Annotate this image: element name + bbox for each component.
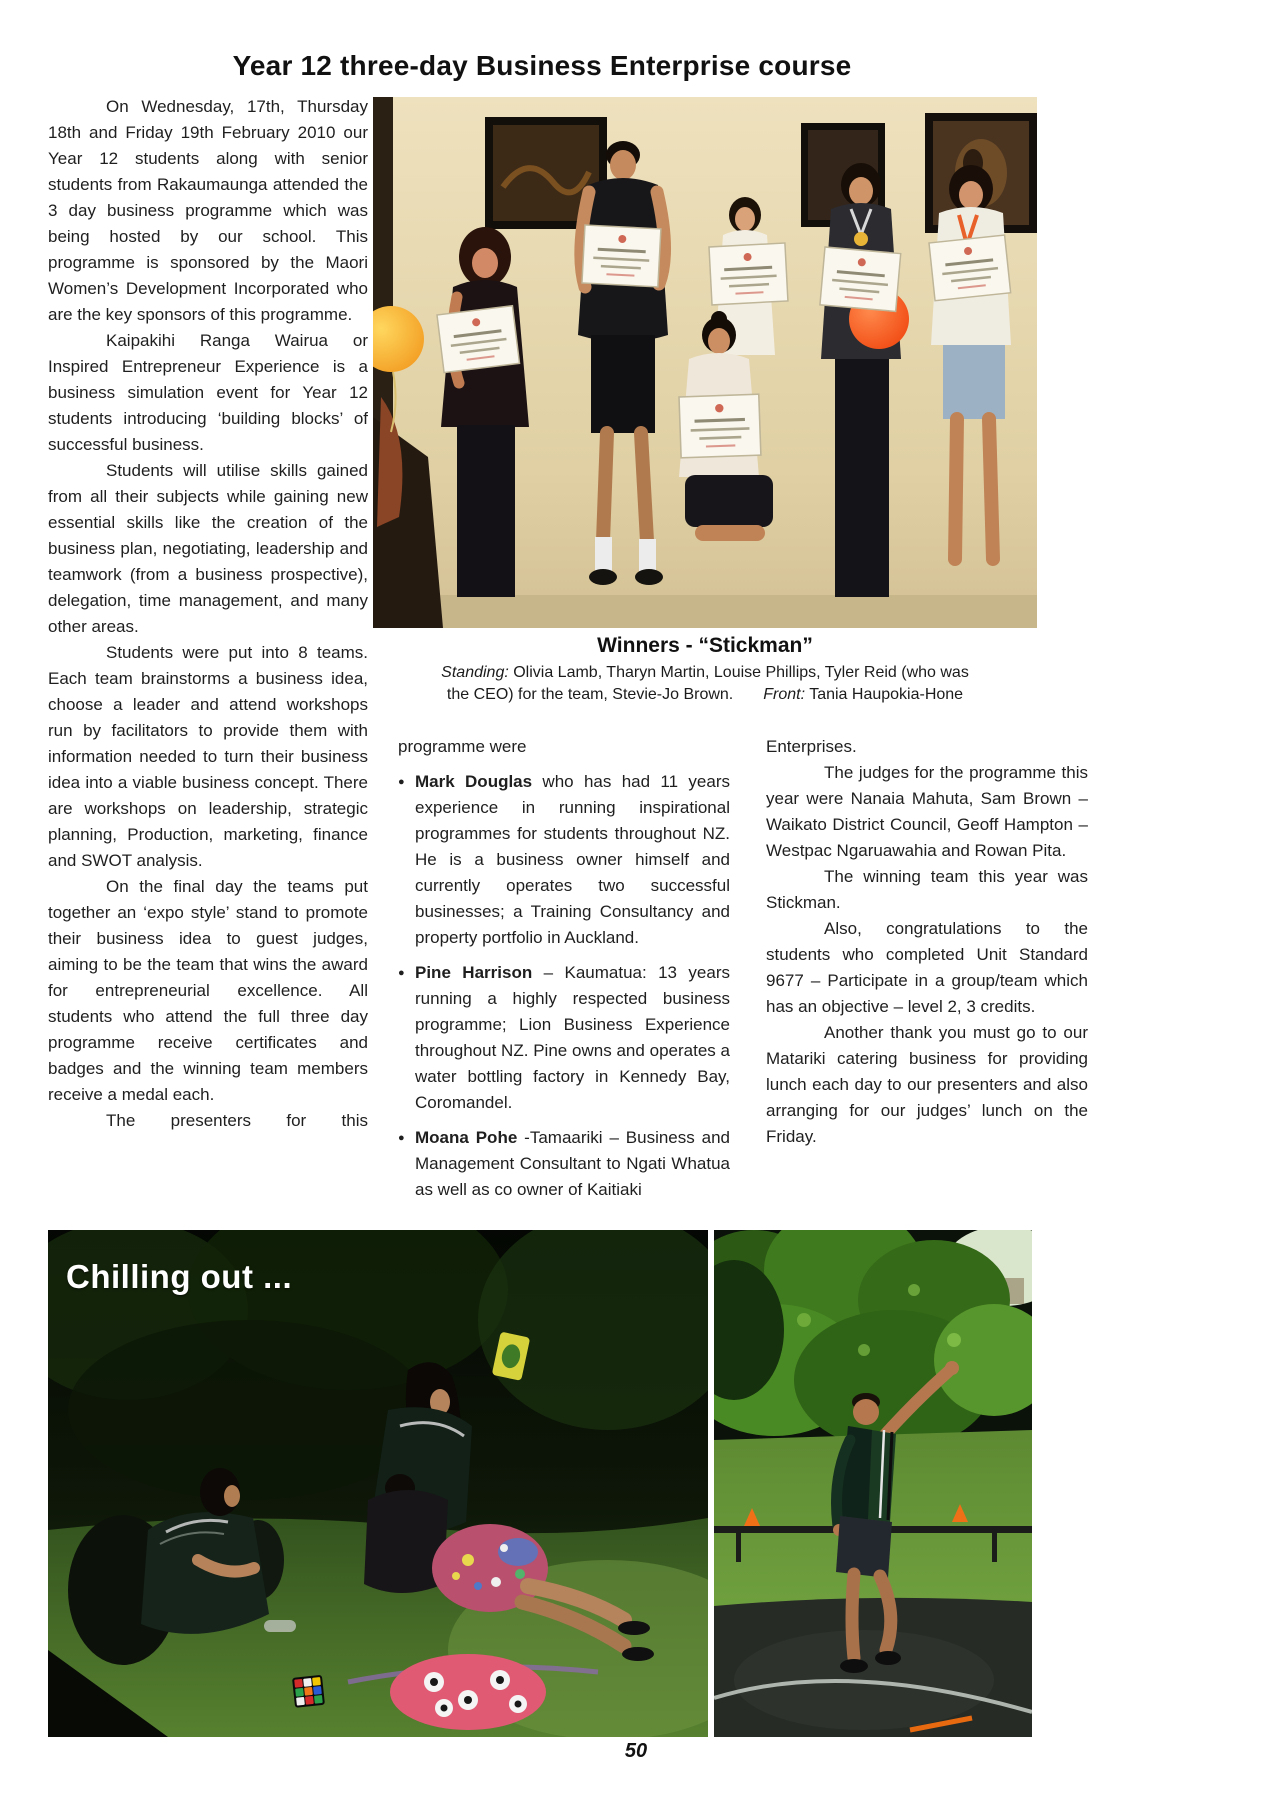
chilling-out-headline: Chilling out ... <box>66 1258 293 1295</box>
presenter-name: Pine Harrison <box>415 963 533 982</box>
paragraph: Enterprises. <box>766 737 857 756</box>
bullet-icon: ● <box>398 776 405 788</box>
page-number: 50 <box>624 1740 648 1762</box>
paragraph: Also, congratulations to the students who completed Unit Standard 9677 – Participate in a group/team which has an objective – level 2, 3 credits. <box>766 919 1088 1016</box>
presenter-bio: who has had 11 years experience in running inspirational programmes for students throughout NZ. He is a business owner himself and currently operates two successful businesses; a Training Consultancy and property portfolio in Auckland. <box>415 772 730 947</box>
caption-title: Winners - “Stickman” <box>597 634 813 657</box>
list-item <box>398 960 730 1116</box>
paragraph: The winning team this year was Stickman. <box>766 867 1088 912</box>
photo-caption <box>373 634 1037 706</box>
front-name: Tania Haupokia-Hone <box>805 686 964 703</box>
caption-line-1 <box>373 662 1037 684</box>
paragraph: The presenters for this <box>106 1111 368 1130</box>
bullet-icon: ● <box>398 967 405 979</box>
chilling-photo-left <box>48 1230 708 1737</box>
right-column <box>766 734 1088 1150</box>
paragraph: Students were put into 8 teams. Each team brainstorms a business idea, choose a leader and attend workshops run by facilitators to provide them with information needed to turn their business idea into a viable business concept. There are workshops on leadership, strategic planning, Production, marketing, finance and SWOT analysis. <box>48 643 368 870</box>
standing-label: Standing: <box>441 664 509 681</box>
paragraph: On the final day the teams put together an ‘expo style’ stand to promote their business idea to guest judges, aiming to be the team that wins the award for entrepreneurial excellence. All students who attend the full three day programme receive certificates and badges and the winning team members receive a medal each. <box>48 877 368 1104</box>
presenter-bio: – Kaumatua: 13 years running a highly respected business programme; Lion Business Experience throughout NZ. Pine owns and operates a water bottling factory in Kennedy Bay, Coromandel. <box>415 963 730 1112</box>
middle-column <box>398 734 730 1203</box>
winners-photo <box>373 97 1037 628</box>
front-label: Front: <box>763 686 806 703</box>
caption-line-2 <box>373 684 1037 706</box>
list-item <box>398 769 730 951</box>
paragraph: programme were <box>398 737 527 756</box>
chilling-photo-right <box>714 1230 1032 1737</box>
presenter-name: Moana Pohe <box>415 1128 518 1147</box>
page-title: Year 12 three-day Business Enterprise course <box>232 50 852 81</box>
paragraph: The judges for the programme this year were Nanaia Mahuta, Sam Brown – Waikato District Council, Geoff Hampton – Westpac Ngaruawahia and Rowan Pita. <box>766 763 1088 860</box>
ceo-text: the CEO) for the team, Stevie-Jo Brown. <box>446 686 734 703</box>
paragraph: Another thank you must go to our Matariki catering business for providing lunch each day to our presenters and also arranging for our judges’ lunch on the Friday. <box>766 1023 1088 1146</box>
paragraph: Students will utilise skills gained from all their subjects while gaining new essential skills like the creation of the business plan, negotiating, leadership and teamwork (from a business prospective), delegation, time management, and many other areas. <box>48 461 368 636</box>
presenters-list <box>398 769 730 1203</box>
paragraph: Kaipakihi Ranga Wairua or Inspired Entrepreneur Experience is a business simulation event for Year 12 students introducing ‘building blocks’ of successful business. <box>48 331 368 454</box>
presenter-bio: -Tamaariki – Business and Management Consultant to Ngati Whatua as well as co owner of Kaitiaki <box>415 1128 730 1199</box>
left-column <box>48 94 368 1134</box>
bullet-icon: ● <box>398 1132 405 1144</box>
paragraph: On Wednesday, 17th, Thursday 18th and Friday 19th February 2010 our Year 12 students along with senior students from Rakaumaunga attended the 3 day business programme which was being hosted by our school. This programme is sponsored by the Maori Women’s Development Incorporated who are the key sponsors of this programme. <box>48 97 368 324</box>
presenter-name: Mark Douglas <box>415 772 533 791</box>
list-item <box>398 1125 730 1203</box>
standing-names: Olivia Lamb, Tharyn Martin, Louise Phillips, Tyler Reid (who was <box>508 664 969 681</box>
